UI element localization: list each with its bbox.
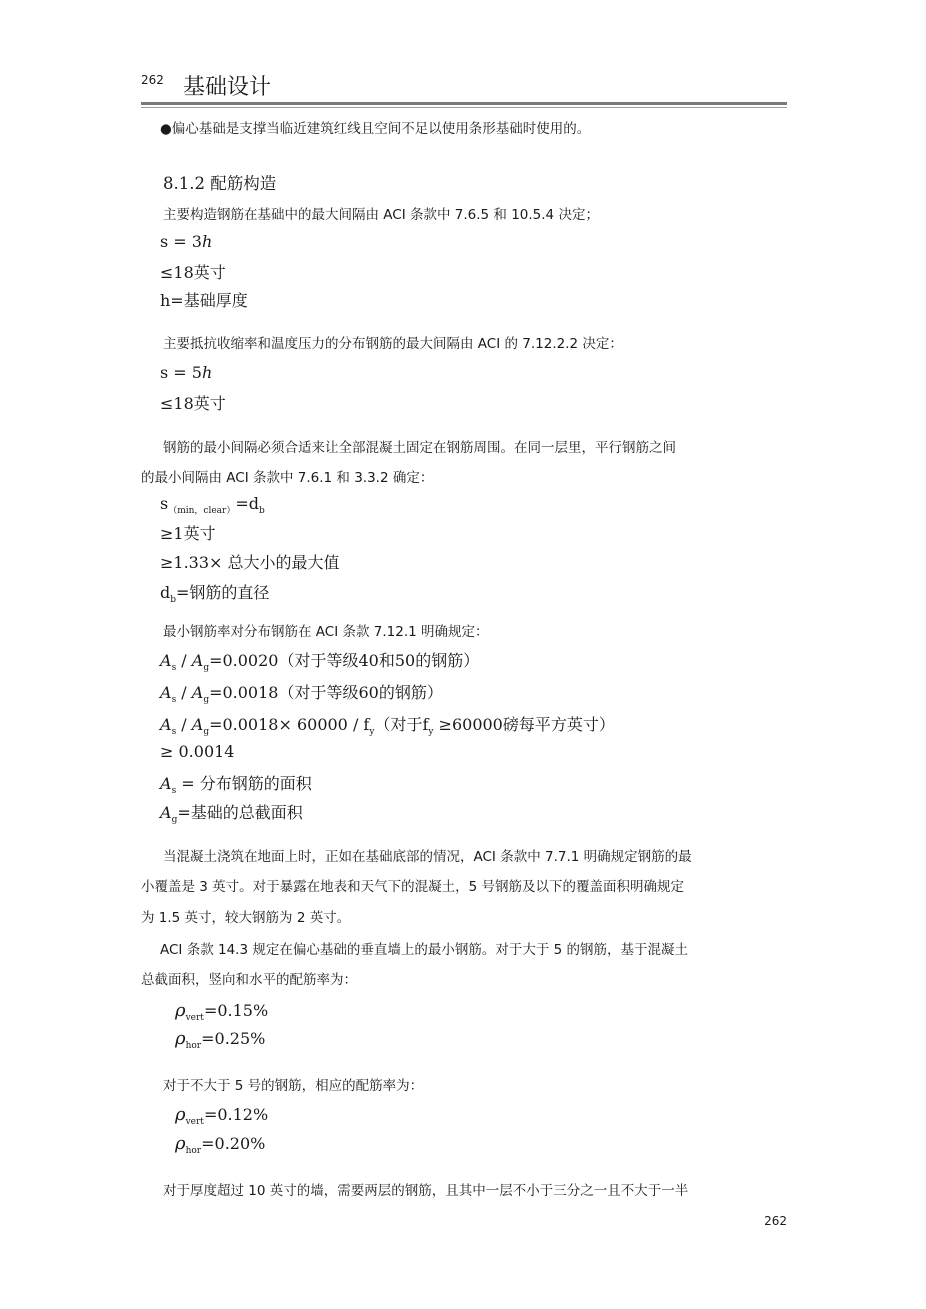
formula-ratio-3-slash: / — [176, 715, 192, 734]
formula-rho-vert-1-rho: ρ — [175, 1000, 186, 1021]
formula-rho-hor-2-rho: ρ — [175, 1133, 186, 1154]
formula-ag-g: g — [171, 815, 178, 825]
formula-le-18-b: ≤18英寸 — [160, 394, 226, 413]
formula-rho-hor-2 — [175, 1133, 265, 1154]
paragraph-2: 主要抵抗收缩率和温度压力的分布钢筋的最大间隔由 ACI 的 7.12.2.2 决定： — [163, 336, 623, 352]
footer-page-number: 262 — [764, 1214, 787, 1228]
header-rule-thin — [141, 107, 787, 108]
formula-smin — [160, 494, 265, 516]
formula-ratio-2-A: A — [160, 683, 172, 702]
paragraph-6-line-2: 总截面积，竖向和水平的配筋率为： — [141, 972, 357, 988]
formula-db-def — [160, 580, 269, 603]
formula-rho-hor-1-rho: ρ — [175, 1028, 186, 1049]
formula-ratio-3-rest-a: =0.0018× 60000 / f — [209, 715, 370, 734]
formula-rho-vert-2-val: =0.12% — [203, 1105, 269, 1124]
formula-rho-vert-2-sub: vert — [185, 1117, 204, 1127]
formula-as-rest: = 分布钢筋的面积 — [176, 774, 312, 793]
paragraph-4: 最小钢筋率对分布钢筋在 ACI 条款 7.12.1 明确规定： — [163, 624, 489, 640]
formula-smin-s: s — [160, 494, 169, 513]
formula-rho-hor-1-sub: hor — [185, 1041, 202, 1051]
formula-ratio-3-g: g — [203, 727, 210, 737]
paragraph-1: 主要构造钢筋在基础中的最大间隔由 ACI 条款中 7.6.5 和 10.5.4 决定； — [163, 207, 599, 223]
formula-s-3h-lhs: s = 3 — [160, 232, 202, 251]
formula-smin-eq: =d — [235, 494, 259, 513]
formula-s-5h-var: h — [201, 363, 213, 382]
formula-rho-hor-2-val: =0.20% — [201, 1134, 266, 1153]
formula-db-rest: =钢筋的直径 — [176, 583, 270, 602]
paragraph-3-line-1: 钢筋的最小间隔必须合适来让全部混凝土固定在钢筋周围。在同一层里，平行钢筋之间 — [163, 440, 676, 456]
formula-ag-A: A — [160, 803, 172, 822]
formula-ratio-3-A2: A — [191, 715, 204, 734]
formula-rho-vert-1-sub: vert — [185, 1013, 204, 1023]
formula-s-5h-lhs: s = 5 — [160, 363, 202, 382]
formula-ratio-3-y: y — [369, 727, 375, 737]
header-rule-thick — [141, 102, 787, 105]
formula-db-sub: b — [170, 595, 177, 605]
paragraph-3-line-2: 的最小间隔由 ACI 条款中 7.6.1 和 3.3.2 确定： — [141, 470, 434, 486]
formula-rho-vert-1 — [175, 1000, 268, 1021]
formula-rho-vert-2-rho: ρ — [175, 1104, 186, 1125]
paragraph-5-line-3: 为 1.5 英寸，较大钢筋为 2 英寸。 — [141, 910, 351, 926]
formula-ge-133: ≥1.33× 总大小的最大值 — [160, 553, 340, 572]
paragraph-5-line-1: 当混凝土浇筑在地面上时，正如在基础底部的情况，ACI 条款中 7.7.1 明确规定钢筋的最 — [163, 849, 692, 865]
formula-ratio-2-slash: / — [176, 683, 192, 702]
formula-ag-def — [160, 800, 303, 823]
paragraph-8: 对于厚度超过 10 英寸的墙，需要两层的钢筋，且其中一层不小于三分之一且不大于一半 — [163, 1183, 689, 1199]
formula-ratio-2-s: s — [171, 695, 177, 705]
formula-ratio-2 — [160, 680, 443, 703]
paragraph-7: 对于不大于 5 号的钢筋，相应的配筋率为： — [163, 1078, 424, 1094]
header-page-number: 262 — [141, 73, 164, 87]
formula-ratio-2-g: g — [203, 695, 210, 705]
formula-db-d: d — [160, 583, 171, 602]
formula-ag-rest: =基础的总截面积 — [177, 803, 303, 822]
formula-as-def — [160, 771, 312, 794]
formula-ratio-1-g: g — [203, 663, 210, 673]
section-heading: 8.1.2 配筋构造 — [163, 174, 277, 193]
formula-rho-vert-1-val: =0.15% — [203, 1001, 269, 1020]
formula-rho-hor-1 — [175, 1028, 265, 1049]
formula-ratio-1-s: s — [171, 663, 177, 673]
formula-ratio-1-A: A — [160, 651, 172, 670]
formula-ratio-1-A2: A — [191, 651, 204, 670]
formula-ratio-3 — [160, 712, 615, 735]
paragraph-6-line-1: ACI 条款 14.3 规定在偏心基础的垂直墙上的最小钢筋。对于大于 5 的钢筋，基于混凝土 — [160, 942, 689, 958]
formula-ratio-1 — [160, 648, 479, 671]
formula-ratio-3-rest-b: （对于f — [374, 715, 429, 734]
formula-s-5h — [160, 363, 212, 382]
formula-rho-hor-2-sub: hor — [185, 1146, 202, 1156]
formula-s-3h — [160, 232, 212, 251]
bullet-line: ●偏心基础是支撑当临近建筑红线且空间不足以使用条形基础时使用的。 — [160, 121, 591, 137]
formula-ratio-3-y2: y — [428, 727, 434, 737]
formula-smin-sub: （min，clear） — [168, 506, 236, 516]
formula-rho-vert-2 — [175, 1104, 268, 1125]
formula-rho-hor-1-val: =0.25% — [201, 1029, 266, 1048]
formula-s-3h-var: h — [201, 232, 213, 251]
formula-ratio-2-rest: =0.0018（对于等级60的钢筋） — [209, 683, 443, 702]
formula-ratio-3-A: A — [160, 715, 172, 734]
formula-ratio-1-slash: / — [176, 651, 192, 670]
formula-ratio-2-A2: A — [191, 683, 204, 702]
formula-le-18: ≤18英寸 — [160, 263, 226, 282]
formula-ratio-3-s: s — [171, 727, 177, 737]
formula-ge-00014: ≥ 0.0014 — [160, 742, 235, 761]
paragraph-5-line-2: 小覆盖是 3 英寸。对于暴露在地表和天气下的混凝土，5 号钢筋及以下的覆盖面积明确规定 — [141, 879, 685, 895]
formula-h-def: h=基础厚度 — [160, 291, 248, 310]
formula-ge-1: ≥1英寸 — [160, 524, 216, 543]
header-title: 基础设计 — [183, 75, 272, 100]
formula-as-A: A — [160, 774, 172, 793]
formula-as-s: s — [171, 786, 177, 796]
formula-smin-db-sub: b — [259, 506, 265, 516]
formula-ratio-1-rest: =0.0020（对于等级40和50的钢筋） — [209, 651, 480, 670]
formula-ratio-3-rest-c: ≥60000磅每平方英寸） — [433, 715, 615, 734]
